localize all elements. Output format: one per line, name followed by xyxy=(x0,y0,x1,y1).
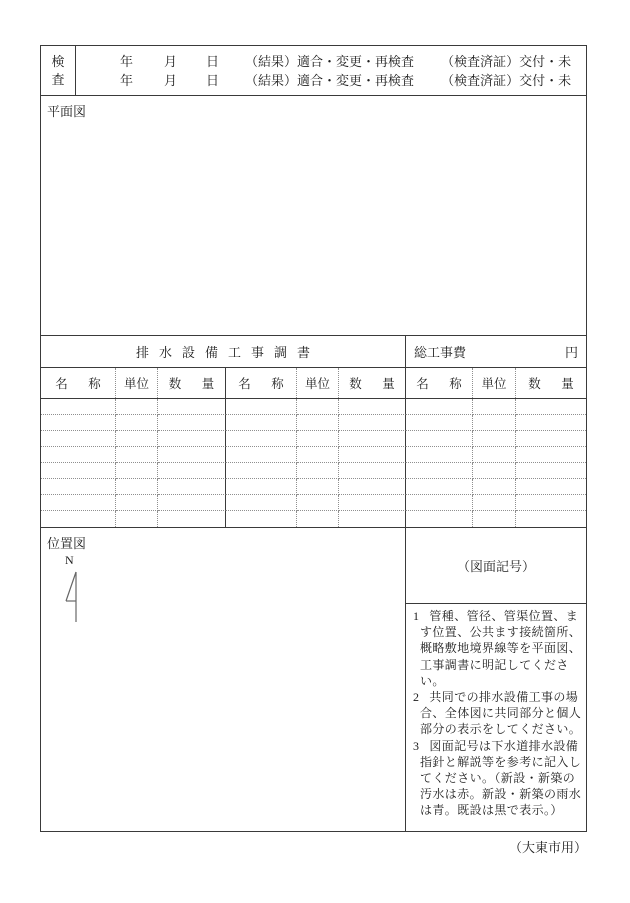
total-cost-label: 総工事費 xyxy=(414,345,467,360)
name-cell xyxy=(41,495,116,511)
name-cell xyxy=(41,431,116,447)
quantity-cell xyxy=(158,415,226,431)
name-cell xyxy=(406,495,473,511)
name-cell xyxy=(406,511,473,527)
inspection-content xyxy=(76,46,586,95)
name-cell xyxy=(226,495,297,511)
certificate-options: （検査済証）交付・未 xyxy=(441,72,572,88)
location-map-area xyxy=(41,528,406,831)
unit-cell xyxy=(116,511,158,527)
col-name-1: 名 称 xyxy=(41,368,116,398)
col-quantity-2: 数 量 xyxy=(339,368,406,398)
unit-cell xyxy=(297,447,339,463)
survey-title: 排水設備工事調書 xyxy=(135,345,320,360)
year-label: 年 xyxy=(120,72,134,88)
quantity-cell xyxy=(339,447,406,463)
quantity-cell xyxy=(339,495,406,511)
unit-cell xyxy=(473,447,516,463)
quantity-cell xyxy=(158,479,226,495)
unit-cell xyxy=(473,415,516,431)
currency-unit-label: 円 xyxy=(564,345,578,360)
month-label: 月 xyxy=(164,53,178,69)
name-cell xyxy=(226,463,297,479)
note-text: 管種、管径、管渠位置、ます位置、公共ます接続箇所、概略敷地境界線等を平面図、工事調書に明記してください。 xyxy=(420,609,582,688)
note-text: 共同での排水設備工事の場合、全体図に共同部分と個人部分の表示をしてください。 xyxy=(420,690,582,737)
result-options: （結果）適合・変更・再検査 xyxy=(245,53,415,69)
north-arrow-icon xyxy=(59,568,89,626)
location-map-label: 位置図 xyxy=(47,536,87,551)
unit-cell xyxy=(297,399,339,415)
column-header-row xyxy=(41,368,586,399)
unit-cell xyxy=(473,479,516,495)
name-cell xyxy=(226,447,297,463)
day-label: 日 xyxy=(206,72,220,88)
col-quantity-3: 数 量 xyxy=(528,377,578,391)
name-cell xyxy=(406,431,473,447)
bottom-section xyxy=(41,528,586,831)
unit-cell xyxy=(297,495,339,511)
quantity-cell xyxy=(158,399,226,415)
quantity-cell xyxy=(339,511,406,527)
survey-table-body xyxy=(41,399,586,528)
note-number: 3 xyxy=(413,738,420,753)
quantity-cell xyxy=(516,415,586,431)
name-cell xyxy=(226,399,297,415)
name-cell xyxy=(41,415,116,431)
unit-cell xyxy=(116,479,158,495)
note-item-1 xyxy=(413,608,582,689)
quantity-cell xyxy=(516,431,586,447)
unit-cell xyxy=(473,511,516,527)
name-cell xyxy=(41,399,116,415)
unit-cell xyxy=(116,415,158,431)
quantity-cell xyxy=(158,463,226,479)
name-cell xyxy=(226,479,297,495)
quantity-cell xyxy=(158,447,226,463)
quantity-cell xyxy=(158,511,226,527)
quantity-cell xyxy=(516,495,586,511)
table-row xyxy=(41,495,586,511)
note-text: 図面記号は下水道排水設備指針と解説等を参考に記入してください。（新設・新築の汚水は赤。新設・新築の雨水は青。既設は黒で表示。） xyxy=(420,738,582,818)
drainage-work-survey-form xyxy=(40,45,587,832)
table-row xyxy=(41,431,586,447)
unit-cell xyxy=(473,495,516,511)
inspection-label: 検査 xyxy=(51,53,65,87)
unit-cell xyxy=(116,399,158,415)
quantity-cell xyxy=(158,431,226,447)
quantity-cell xyxy=(158,495,226,511)
quantity-cell xyxy=(339,399,406,415)
result-options: （結果）適合・変更・再検査 xyxy=(245,72,415,88)
quantity-cell xyxy=(516,463,586,479)
table-row xyxy=(41,447,586,463)
name-cell xyxy=(406,463,473,479)
survey-title-cell xyxy=(41,336,406,367)
table-row xyxy=(41,511,586,527)
note-number: 1 xyxy=(413,609,420,623)
col-quantity-1: 数 量 xyxy=(158,368,226,398)
unit-cell xyxy=(473,399,516,415)
quantity-cell xyxy=(339,463,406,479)
unit-cell xyxy=(116,495,158,511)
unit-cell xyxy=(297,431,339,447)
right-column xyxy=(406,528,586,831)
drawing-symbols-label: （図面記号） xyxy=(456,559,535,574)
quantity-cell xyxy=(516,511,586,527)
certificate-options: （検査済証）交付・未 xyxy=(441,53,572,69)
name-cell xyxy=(41,511,116,527)
note-number: 2 xyxy=(413,690,420,705)
name-cell xyxy=(226,431,297,447)
col-unit-3: 単位 xyxy=(473,368,516,398)
unit-cell xyxy=(473,431,516,447)
col-name-2: 名 称 xyxy=(226,368,297,398)
unit-cell xyxy=(297,415,339,431)
unit-cell xyxy=(116,463,158,479)
name-cell xyxy=(406,399,473,415)
day-label: 日 xyxy=(206,53,220,69)
col-unit-1: 単位 xyxy=(116,368,158,398)
quantity-cell xyxy=(516,479,586,495)
total-cost-cell xyxy=(406,336,586,367)
unit-cell xyxy=(297,511,339,527)
table-row xyxy=(41,415,586,431)
name-cell xyxy=(41,447,116,463)
inspection-label-cell xyxy=(41,46,76,95)
table-row xyxy=(41,399,586,415)
notes-area xyxy=(406,604,586,831)
name-cell xyxy=(406,479,473,495)
name-cell xyxy=(226,415,297,431)
unit-cell xyxy=(116,431,158,447)
table-row xyxy=(41,463,586,479)
unit-cell xyxy=(297,463,339,479)
quantity-cell xyxy=(516,399,586,415)
survey-table-header xyxy=(41,336,586,368)
plan-view-label: 平面図 xyxy=(47,104,87,119)
quantity-cell xyxy=(516,447,586,463)
inspection-row-2 xyxy=(76,71,586,90)
north-label: N xyxy=(65,553,74,567)
col-name-3: 名 称 xyxy=(406,368,473,398)
name-cell xyxy=(41,463,116,479)
inspection-row-1 xyxy=(76,52,586,71)
plan-view-area xyxy=(41,96,586,336)
note-item-3 xyxy=(413,738,582,819)
quantity-cell xyxy=(339,415,406,431)
name-cell xyxy=(41,479,116,495)
unit-cell xyxy=(473,463,516,479)
quantity-cell xyxy=(339,431,406,447)
unit-cell xyxy=(297,479,339,495)
year-label: 年 xyxy=(120,53,134,69)
quantity-cell xyxy=(339,479,406,495)
note-item-2 xyxy=(413,689,582,738)
name-cell xyxy=(406,447,473,463)
unit-cell xyxy=(116,447,158,463)
drawing-symbols-box xyxy=(406,528,586,604)
table-row xyxy=(41,479,586,495)
month-label: 月 xyxy=(164,72,178,88)
name-cell xyxy=(226,511,297,527)
inspection-section xyxy=(41,46,586,96)
name-cell xyxy=(406,415,473,431)
col-unit-2: 単位 xyxy=(297,368,339,398)
footer-city-label: （大東市用） xyxy=(508,840,587,855)
